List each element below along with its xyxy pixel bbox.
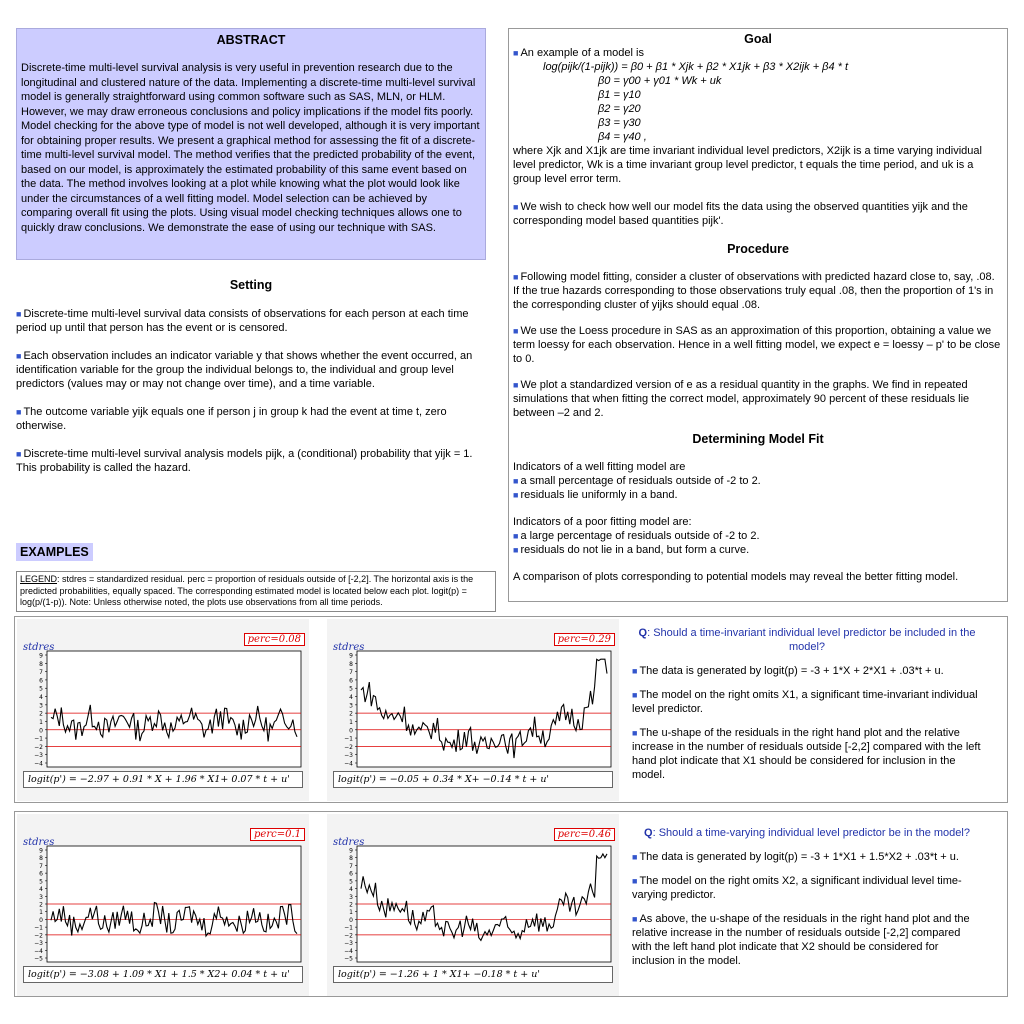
y-tick-label: 0 xyxy=(349,727,353,735)
setting-heading: Setting xyxy=(229,278,273,292)
fit-poor-intro: Indicators of a poor fitting model are: xyxy=(513,516,692,528)
y-tick-label: 1 xyxy=(39,909,43,917)
y-tick-label: 3 xyxy=(39,893,43,901)
bullet-icon: ■ xyxy=(632,690,638,700)
model-equation: log(pijk/(1-pijk)) = β0 + β1 * Xjk + β2 * X1jk + β3 * X2ijk + β4 * t xyxy=(543,61,849,73)
question-item: ■ The model on the right omits X2, a significant individual level time-varying predictor. xyxy=(632,875,962,901)
abstract-body: Discrete-time multi-level survival analysis is very useful in prevention research due to the longitudinal and clustered nature of the data. Implementing a discrete-time multi-level survival model is generally straightforward using common software such as SAS, MLN, or HLM. However, we may draw erroneous conclusions and policy implications if the model fits poorly. Model checking for the above type of model is not well developed, although it is very important for obtaining proper results. We present a graphical method for assessing the fit of a discrete-time multi-level survival model. The method verifies that the predicted probability of the event, based on our model, is approximately the estimated probability of this same event based on the data. The method involves looking at a plot while knowing what the plot would look like under the circumstances of a well fitting model. Model selection can be achieved by comparing overall fit using the plots. Using visual model checking techniques allows one to quickly draw conclusions. We demonstrate the ease of using our technique with SAS. xyxy=(21,62,480,234)
setting-item: ■ Each observation includes an indicator variable y that shows whether the event occurred, an identification variable for the group the individual belongs to, the individual and group level predictors (values may or may not change over time), and a time variable. xyxy=(16,350,473,390)
fit-poor-item: ■ residuals do not lie in a band, but form a curve. xyxy=(513,544,750,556)
bullet-icon: ■ xyxy=(513,202,519,212)
y-tick-label: 8 xyxy=(39,855,43,863)
setting-section xyxy=(16,278,486,475)
y-tick-label: 7 xyxy=(39,669,43,677)
y-tick-label: 7 xyxy=(349,669,353,677)
bullet-icon: ■ xyxy=(16,407,22,417)
perc-badge: perc=0.46 xyxy=(554,828,615,841)
y-tick-label: 4 xyxy=(349,886,353,894)
y-tick-label: 2 xyxy=(349,710,353,718)
bullet-icon: ■ xyxy=(513,48,519,58)
y-tick-label: −3 xyxy=(34,940,43,948)
abstract-heading: ABSTRACT xyxy=(216,33,286,47)
bullet-icon: ■ xyxy=(513,476,519,486)
y-tick-label: 6 xyxy=(349,870,353,878)
y-tick-label: −2 xyxy=(344,743,353,751)
y-tick-label: 8 xyxy=(39,660,43,668)
y-tick-label: 7 xyxy=(349,862,353,870)
perc-badge: perc=0.1 xyxy=(250,828,305,841)
y-tick-label: 2 xyxy=(39,901,43,909)
bullet-icon: ■ xyxy=(16,351,22,361)
fit-good-item: ■ a small percentage of residuals outside of -2 to 2. xyxy=(513,475,761,487)
y-tick-label: 9 xyxy=(349,847,353,855)
setting-item: ■ Discrete-time multi-level survival data consists of observations for each person at each time period up until that person has the event or is censored. xyxy=(16,308,469,334)
y-tick-label: 3 xyxy=(349,893,353,901)
y-tick-label: −2 xyxy=(34,743,43,751)
y-tick-label: 2 xyxy=(39,710,43,718)
perc-badge: perc=0.08 xyxy=(244,633,305,646)
y-tick-label: 0 xyxy=(39,727,43,735)
setting-item: ■ The outcome variable yijk equals one if person j in group k had the event at time t, zero otherwise. xyxy=(16,406,447,432)
y-tick-label: 7 xyxy=(39,862,43,870)
plot-frame xyxy=(357,651,611,767)
y-tick-label: 1 xyxy=(39,718,43,726)
y-tick-label: 9 xyxy=(39,847,43,855)
y-tick-label: −5 xyxy=(344,955,353,963)
goal-procedure-box xyxy=(508,28,1008,602)
y-tick-label: 4 xyxy=(39,886,43,894)
y-tick-label: 5 xyxy=(349,878,353,886)
goal-where: where Xjk and X1jk are time invariant individual level predictors, X2ijk is a time varying individual level predictor, Wk is a time invariant group level predictor, t equals the time period, and uk is a group level error term. xyxy=(513,145,982,185)
y-tick-label: −3 xyxy=(344,752,353,760)
fit-good-intro: Indicators of a well fitting model are xyxy=(513,461,686,473)
setting-item: ■ Discrete-time multi-level survival analysis models pijk, a (conditional) probability that yijk = 1. This probability is called the hazard. xyxy=(16,448,473,474)
y-tick-label: 1 xyxy=(349,718,353,726)
model-equation: β0 = γ00 + γ01 * Wk + uk xyxy=(598,75,722,87)
question-item: ■ The u-shape of the residuals in the right hand plot and the relative increase in the number of residuals outside [-2,2] compared with the left hand plot indicate that X1 should be considered for inclusion in the model. xyxy=(632,727,981,781)
bullet-icon: ■ xyxy=(632,666,638,676)
model-equation: β4 = γ40 , xyxy=(598,131,647,143)
y-tick-label: 0 xyxy=(39,916,43,924)
y-tick-label: −4 xyxy=(34,760,43,768)
procedure-item: ■ We use the Loess procedure in SAS as an approximation of this proportion, obtaining a value we term loessy for each observation. Hence in a well fitting model, we expect e = loessy – p' to be close to 0. xyxy=(513,325,1001,365)
bullet-icon: ■ xyxy=(513,545,519,555)
bullet-icon: ■ xyxy=(632,876,638,886)
residual-plot xyxy=(17,814,309,996)
model-formula: logit(p') = −0.05 + 0.34 * X+ −0.14 * t + u' xyxy=(333,771,613,788)
residual-plot xyxy=(327,619,619,801)
y-tick-label: 8 xyxy=(349,660,353,668)
y-tick-label: 3 xyxy=(39,702,43,710)
y-axis-label: stdres xyxy=(333,837,365,848)
legend-text: : stdres = standardized residual. perc = proportion of residuals outside of [-2,2]. The horizontal axis is the predicted probabilities, equally spaced. The corresponding estimated model is located below each plot. logit(p) = log(p/(1-p)). Note: Unless otherwise noted, the plots use observations from all time periods. xyxy=(20,574,474,607)
question-item: ■ The model on the right omits X1, a significant time-invariant individual level predictor. xyxy=(632,689,978,715)
y-tick-label: −3 xyxy=(344,940,353,948)
bullet-icon: ■ xyxy=(16,309,22,319)
question-1-text xyxy=(632,626,982,792)
model-formula: logit(p') = −2.97 + 0.91 * X + 1.96 * X1+ 0.07 * t + u' xyxy=(23,771,303,788)
y-tick-label: 4 xyxy=(349,694,353,702)
y-tick-label: 0 xyxy=(349,916,353,924)
bullet-icon: ■ xyxy=(513,272,519,282)
bullet-icon: ■ xyxy=(513,380,519,390)
question-item: ■ As above, the u-shape of the residuals in the right hand plot and the relative increase in the number of residuals outside [-2,2] compared with the left hand plot indicate that X2 should be considered for inclusion in the model. xyxy=(632,913,970,967)
y-tick-label: −5 xyxy=(34,955,43,963)
abstract-box xyxy=(16,28,486,260)
y-tick-label: 4 xyxy=(39,694,43,702)
model-formula: logit(p') = −1.26 + 1 * X1+ −0.18 * t + u' xyxy=(333,966,613,983)
y-tick-label: 1 xyxy=(349,909,353,917)
legend-box xyxy=(16,571,496,612)
y-tick-label: 9 xyxy=(39,652,43,660)
bullet-icon: ■ xyxy=(632,852,638,862)
y-tick-label: 6 xyxy=(39,677,43,685)
examples-heading: EXAMPLES xyxy=(16,543,93,561)
y-tick-label: 5 xyxy=(349,685,353,693)
y-tick-label: −4 xyxy=(34,947,43,955)
y-tick-label: 6 xyxy=(39,870,43,878)
bullet-icon: ■ xyxy=(513,531,519,541)
y-tick-label: 6 xyxy=(349,677,353,685)
y-tick-label: −1 xyxy=(344,735,353,743)
question-item: ■ The data is generated by logit(p) = -3 + 1*X + 2*X1 + .03*t + u. xyxy=(632,665,944,677)
procedure-item: ■ We plot a standardized version of e as a residual quantity in the graphs. We find in repeated simulations that when fitting the correct model, approximately 90 percent of these residuals lie between –2 and 2. xyxy=(513,379,970,419)
residual-plot xyxy=(327,814,619,996)
residual-plot xyxy=(17,619,309,801)
bullet-icon: ■ xyxy=(16,449,22,459)
y-tick-label: 5 xyxy=(39,878,43,886)
y-tick-label: −4 xyxy=(344,947,353,955)
y-tick-label: −3 xyxy=(34,752,43,760)
model-equation: β3 = γ30 xyxy=(598,117,641,129)
y-tick-label: −1 xyxy=(34,924,43,932)
procedure-heading: Procedure xyxy=(727,242,789,256)
bullet-icon: ■ xyxy=(513,326,519,336)
y-tick-label: 8 xyxy=(349,855,353,863)
question-1: Q: Should a time-invariant individual level predictor be included in the model? xyxy=(638,627,976,653)
y-tick-label: −1 xyxy=(34,735,43,743)
model-equation: β1 = γ10 xyxy=(598,89,641,101)
y-tick-label: −1 xyxy=(344,924,353,932)
y-axis-label: stdres xyxy=(23,837,55,848)
bullet-icon: ■ xyxy=(632,914,638,924)
model-equation: β2 = γ20 xyxy=(598,103,641,115)
y-axis-label: stdres xyxy=(333,642,365,653)
fit-heading: Determining Model Fit xyxy=(692,432,824,446)
legend-label: LEGEND xyxy=(20,574,58,584)
fit-good-item: ■ residuals lie uniformly in a band. xyxy=(513,489,678,501)
y-tick-label: 3 xyxy=(349,702,353,710)
procedure-item: ■ Following model fitting, consider a cluster of observations with predicted hazard close to, say, .08. If the true hazards corresponding to those observations truly equal .08, then the proportion of 1's in the corresponding cluster of yijks should equal .08. xyxy=(513,271,995,311)
perc-badge: perc=0.29 xyxy=(554,633,615,646)
question-item: ■ The data is generated by logit(p) = -3 + 1*X1 + 1.5*X2 + .03*t + u. xyxy=(632,851,959,863)
model-formula: logit(p') = −3.08 + 1.09 * X1 + 1.5 * X2+ 0.04 * t + u' xyxy=(23,966,303,983)
fit-conclusion: A comparison of plots corresponding to potential models may reveal the better fitting model. xyxy=(513,571,959,583)
bullet-icon: ■ xyxy=(632,728,638,738)
y-tick-label: −4 xyxy=(344,760,353,768)
bullet-icon: ■ xyxy=(513,490,519,500)
goal-heading: Goal xyxy=(744,32,772,46)
plot-frame xyxy=(47,651,301,767)
y-tick-label: 2 xyxy=(349,901,353,909)
y-tick-label: 5 xyxy=(39,685,43,693)
y-tick-label: −2 xyxy=(34,932,43,940)
question-2: Q: Should a time-varying individual level predictor be in the model? xyxy=(644,827,970,839)
goal-wish: ■ We wish to check how well our model fits the data using the observed quantities yijk and the corresponding model based quantities pijk'. xyxy=(513,201,968,227)
fit-poor-item: ■ a large percentage of residuals outside of -2 to 2. xyxy=(513,530,760,542)
y-tick-label: 9 xyxy=(349,652,353,660)
y-axis-label: stdres xyxy=(23,642,55,653)
y-tick-label: −2 xyxy=(344,932,353,940)
goal-intro: ■ An example of a model is xyxy=(513,47,644,59)
question-2-text xyxy=(632,826,982,978)
